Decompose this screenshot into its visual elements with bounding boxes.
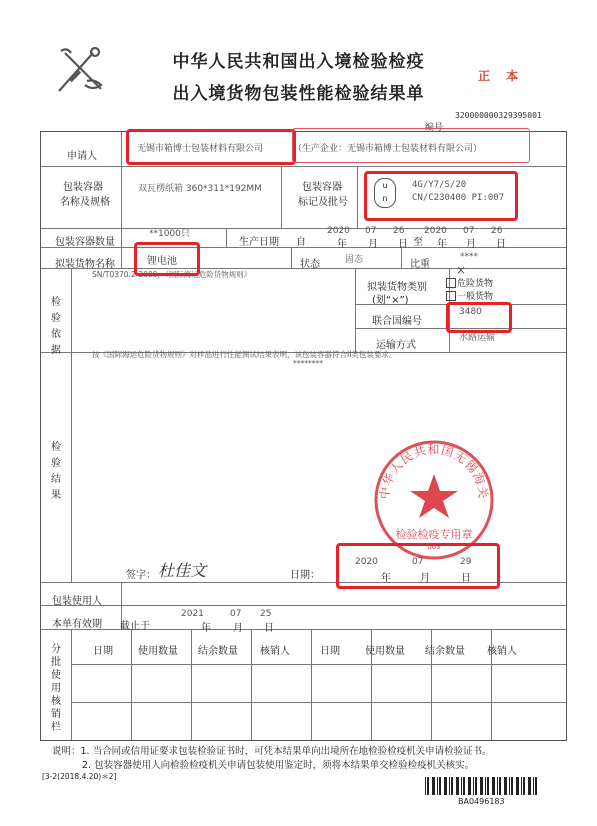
container-mark-label-1: 包装容器 [302, 182, 342, 193]
to-day: 26 [491, 226, 503, 236]
highlight-producer [292, 128, 530, 163]
barcode-text: BA0496183 [458, 797, 505, 806]
barcode-bar [497, 777, 498, 795]
batch-header-remain-2: 结余数量 [425, 646, 465, 657]
barcode-bar [535, 777, 537, 795]
barcode-bar [432, 777, 435, 795]
signature: 杜佳文 [158, 561, 207, 580]
ratio-value: **** [460, 252, 478, 262]
container-name-value: 双瓦楞纸箱 360*311*192MM [138, 184, 262, 194]
date-year-unit: 年 [381, 573, 391, 584]
form-code: [3-2(2018.4.20)＊2] [42, 772, 117, 781]
barcode-bar [463, 777, 465, 795]
validity-month: 07 [230, 609, 242, 619]
barcode-bar [523, 777, 525, 795]
barcode-bar [461, 777, 462, 795]
date-to-label: 至 [413, 237, 423, 248]
container-mark-line1: 4G/Y7/S/20 [412, 180, 467, 190]
star-icon [410, 474, 458, 518]
user-label: 包装使用人 [52, 596, 102, 607]
date-label: 日期： [290, 570, 320, 581]
to-year: 2020 [424, 226, 447, 236]
batch-header-officer-1: 核销人 [260, 646, 290, 657]
stamp-upper-text: 中华人民共和国无锡海关 [377, 442, 491, 501]
state-value: 固态 [345, 255, 364, 265]
un-symbol-top: u [382, 181, 388, 190]
serial-label: 编号 [425, 123, 444, 133]
highlight-applicant [126, 129, 296, 165]
date-year: 2020 [355, 557, 378, 567]
batch-char: 使 [51, 670, 61, 681]
barcode [425, 777, 540, 797]
validity-label: 本单有效期 [52, 619, 102, 630]
from-month: 07 [365, 226, 377, 236]
barcode-bar [437, 777, 438, 795]
barcode-bar [473, 777, 474, 795]
original-copy-mark: 正 本 [478, 69, 525, 83]
batch-char: 分 [51, 644, 61, 655]
batch-header-used-2: 使用数量 [365, 646, 405, 657]
signature-label: 签字： [126, 570, 156, 581]
basis-label [50, 295, 62, 359]
basis-text: SN/T0370.2-2009，《国际海运危险货物规则》 [92, 270, 252, 279]
category-label-1: 拟装货物类别 [367, 282, 427, 293]
from-month-unit: 月 [368, 239, 378, 250]
barcode-bar [468, 777, 471, 795]
validity-until: 截止于 [120, 621, 150, 632]
to-day-unit: 日 [496, 239, 506, 250]
container-mark-line2: CN/C230400 PI:007 [412, 193, 505, 203]
barcode-bar [521, 777, 522, 795]
result-char: 验 [51, 458, 61, 469]
batch-header-remain-1: 结余数量 [198, 646, 238, 657]
barcode-bar [451, 777, 453, 795]
barcode-bar [516, 777, 519, 795]
barcode-bar [439, 777, 441, 795]
category-label-2: (划“×”) [372, 295, 409, 306]
result-text: 按《国际海运危险货物规则》对样品进行性能测试结果表明，该包装容器符合II类包装要求。 [92, 350, 397, 359]
transport-value: 水路运输 [459, 333, 496, 343]
to-year-unit: 年 [437, 239, 447, 250]
document-title-line1: 中华人民共和国出入境检验检疫 [172, 52, 425, 72]
validity-month-unit: 月 [233, 623, 243, 634]
validity-day: 25 [260, 609, 272, 619]
barcode-bar [533, 777, 534, 795]
to-month-unit: 月 [466, 239, 476, 250]
batch-char: 批 [51, 657, 61, 668]
state-label: 状态 [300, 259, 320, 270]
quantity-value: **1000只 [149, 229, 190, 239]
basis-char: 据 [51, 345, 61, 356]
general-goods-label: 一般货物 [457, 292, 494, 302]
highlight-date [336, 543, 500, 589]
note-line-2: 2. 包装容器使用人向检验检疫机关申请包装使用鉴定时，须将本结果单交检验检疫机关核实。 [82, 760, 475, 771]
batch-char: 用 [51, 683, 61, 694]
basis-char: 验 [51, 313, 61, 324]
barcode-bar [425, 777, 426, 795]
barcode-bar [487, 777, 489, 795]
highlight-un-number [446, 302, 512, 333]
batch-header-date-2: 日期 [320, 646, 340, 657]
from-day: 26 [393, 226, 405, 236]
batch-header-used-1: 使用数量 [138, 646, 178, 657]
barcode-bar [499, 777, 501, 795]
applicant-value: 无锡市箱博士包装材料有限公司 [137, 144, 264, 154]
general-goods-checkbox[interactable] [446, 291, 456, 301]
batch-char: 销 [51, 709, 61, 720]
container-name-label-1: 包装容器 [63, 182, 103, 193]
goods-value: 锂电池 [147, 256, 177, 267]
batch-label [50, 643, 62, 734]
validity-year-unit: 年 [201, 623, 211, 634]
barcode-bar [492, 777, 495, 795]
barcode-bar [504, 777, 507, 795]
danger-goods-checkbox[interactable] [446, 278, 456, 288]
date-day-unit: 日 [461, 573, 471, 584]
from-day-unit: 日 [398, 239, 408, 250]
date-from-label: 自 [296, 237, 306, 248]
batch-char: 栏 [51, 722, 61, 733]
document-title-line2: 出入境货物包装性能检验结果单 [172, 84, 425, 104]
stamp-number: 003 [427, 543, 441, 551]
result-char: 检 [51, 442, 61, 453]
barcode-bar [444, 777, 447, 795]
production-date-label: 生产日期 [239, 237, 279, 248]
barcode-bar [449, 777, 450, 795]
barcode-bar [427, 777, 429, 795]
danger-goods-label: 危险货物 [457, 279, 494, 289]
container-name-label-2: 名称及规格 [60, 197, 110, 208]
transport-label: 运输方式 [376, 340, 416, 351]
barcode-bar [511, 777, 513, 795]
un-symbol-bottom: n [382, 194, 388, 203]
quantity-label: 包装容器数量 [55, 237, 115, 248]
goods-label: 拟装货物名称 [55, 259, 115, 270]
danger-mark: × [456, 263, 467, 277]
result-stars: ******** [293, 359, 323, 368]
un-number-label: 联合国编号 [372, 316, 422, 327]
validity-year: 2021 [181, 609, 204, 619]
ratio-label: 比重 [410, 259, 430, 270]
applicant-label: 申请人 [67, 151, 97, 162]
date-month-unit: 月 [420, 573, 430, 584]
highlight-container-mark [364, 171, 518, 221]
batch-header-officer-2: 核销人 [487, 646, 517, 657]
result-char: 果 [51, 490, 61, 501]
stamp-lower-text: 检验检疫专用章 [395, 528, 473, 541]
note-line-1: 说明：1. 当合同或信用证要求包装检验证书时，可凭本结果单向出境所在地检验检疫机关申请检验证书。 [52, 746, 492, 757]
highlight-goods [134, 242, 200, 276]
validity-day-unit: 日 [264, 623, 274, 634]
barcode-bar [456, 777, 459, 795]
result-label [50, 440, 62, 504]
batch-header-date-1: 日期 [93, 646, 113, 657]
to-month: 07 [463, 226, 475, 236]
barcode-bar [480, 777, 483, 795]
producer-value: （生产企业：无锡市箱博士包装材料有限公司） [293, 144, 483, 154]
serial-number: 320000000329395001 [455, 111, 542, 120]
date-month: 07 [412, 557, 424, 567]
barcode-bar [475, 777, 477, 795]
batch-char: 核 [51, 696, 61, 707]
from-year-unit: 年 [337, 239, 347, 250]
result-char: 结 [51, 474, 61, 485]
from-year: 2020 [327, 226, 350, 236]
basis-char: 检 [51, 297, 61, 308]
basis-char: 依 [51, 329, 61, 340]
date-day: 29 [460, 557, 472, 567]
barcode-bar [509, 777, 510, 795]
barcode-bar [485, 777, 486, 795]
barcode-bar [528, 777, 531, 795]
un-number-value: 3480 [459, 307, 482, 317]
container-mark-label-2: 标记及批号 [298, 197, 348, 208]
